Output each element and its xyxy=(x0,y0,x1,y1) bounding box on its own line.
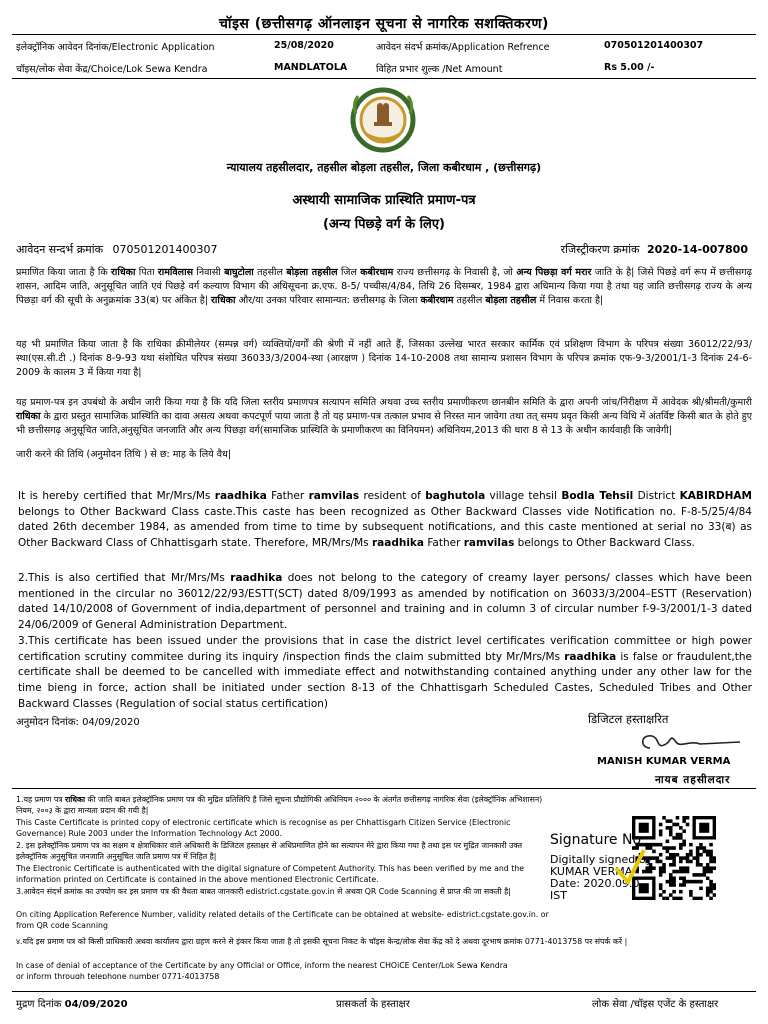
footer-note-4-en2: or inform through telephone number 0771-4013758 xyxy=(16,972,220,979)
certificate-subtitle: (अन्य पिछड़े वर्ग के लिए) xyxy=(322,217,445,232)
agent-signature: लोक सेवा /चॉइस एजेंट के हस्ताक्षर xyxy=(592,999,719,1010)
footer-note-4-en: In case of denial of acceptance of the Certificate by any Official or Office, inform the nearest CHOiCE Center/Lok Sewa Kendra xyxy=(16,961,508,970)
sig-line-1: Signature No xyxy=(550,832,642,848)
hindi-para-3: यह प्रमाण-पत्र इन उपबंधो के अधीन जारी किया गया है कि यदि जिला स्तरीय प्रमाणपत्र सत्यापन समिति अथवा उच्च स्तरीय प्रमाणीकरण छानबीन समिति के द्वारा अपनी जांच/निरीक्षण में आवेदक श्री/श्रीमती/कुमारी राधिका के द्वारा प्रस्तुत सामाजिक प्रास्थिति का दावा असत्य अथवा कपटपूर्ण पाया जाता है तो यह प्रमाण-पत्र तत्काल प्रभाव से निरस्त मान जावेगा तथा तत् समय प्रवृत किसी अन्य विधि में अंतर्विष्ट किसी बात के होते हुए भी छत्तीसगढ़ अनुसूचित जाति,अनुसूचित जनजाति और अन्य पिछड़ा वर्ग(सामाजिक प्रास्थिति के प्रमाणीकरण का विनियमन) अधिनियम,2013 की धारा 8 से 13 के अधीन कार्यवाही कि जावेगी| xyxy=(16,397,752,437)
registration-label: रजिस्ट्रीकरण क्रमांक xyxy=(560,243,640,256)
checkmark-icon xyxy=(610,842,650,894)
reference-value: 070501201400307 xyxy=(112,243,218,256)
operator-signature: प्रासकर्ता के हस्ताक्षर xyxy=(336,999,410,1010)
page-title: चॉइस (छत्तीसगढ़ ऑनलाइन सूचना से नागरिक सशक्तिकरण) xyxy=(219,16,549,32)
office-heading: न्यायालय तहसीलदार, तहसील बोड़ला तहसील, जिला कबीरधाम , (छत्तीसगढ़) xyxy=(226,161,542,174)
approval-date: अनुमोदन दिनांक: 04/09/2020 xyxy=(16,717,140,728)
footer-note-4: ४.यदि इस प्रमाण पत्र को किसी प्राधिकारी अथवा कार्यालय द्वारा ग्रहण करने से इंकार किया जाता है तो इसकी सूचना निकट के चॉइस केन्द्र/लोक सेवा केंद्र को दे अथवा दूरभाष क्रमांक 0771-4013758 पर संपर्क करें | xyxy=(16,937,628,946)
sig-line-3: KUMAR VERMA xyxy=(550,865,633,878)
signer-title: नायब तहसीलदार xyxy=(655,774,731,786)
english-para-3: 3.This certificate has been issued under the provisions that in case the district level certificates verification committee or high power certification scrutiny commitee during its inquiry /inspection finds the claim submitted bty Mr/Mrs/Ms raadhika is false or fraudulent,the certificate shall be deemed to be cancelled with immediate effect and notwithstanding contained anything under any other law for the time bieng in force, action shall be initiated under section 8-13 of the Chhattisgarh Scheduled Castes, Scheduled Tribes and Other Backward Classes (Regulation of social status certification) xyxy=(18,635,752,710)
amount-value: Rs 5.00 /- xyxy=(604,62,655,73)
kendra-label: चॉइस/लोक सेवा केंद्र/Choice/Lok Sewa Kendra xyxy=(16,64,208,75)
validity-line: जारी करने की तिथि (अनुमोदन तिथि ) से छ: माह के लिये वैध| xyxy=(16,449,232,460)
hindi-para-2: यह भी प्रमाणित किया जाता है कि राधिका क्रीमीलेयर (सम्पन्न वर्ग) व्यक्तियों/वर्गों की श्रेणी में नहीं आते हैं, जिसका उल्लेख भारत सरकार कार्मिक एवं प्रशिक्षण विभाग के परिपत्र संख्या 36012/22/93/स्था(एस.सी.टी .) दिनांक 8-9-93 यथा संशोधित परिपत्र संख्या 36033/3/2004-स्था (आरक्षण ) दिनांक 14-10-2008 तथा सामान्य प्रशासन विभाग के परिपत्र क्रमांक एफ-9-3/2001/1-3 दिनांक 24-6-2009 के कालम 3 में किया गया है| xyxy=(16,339,752,379)
sig-line-4: Date: 2020.09.0 xyxy=(550,877,640,890)
footer-note-1: 1.यह प्रमाण पत्र राधिका की जाति बाबत इलेक्ट्रॉनिक प्रमाण पत्र की मुद्रित प्रतिलिपि है जिसे सूचना प्रौद्योगिकी अधिनियम २००० के अंतर्गत छत्तीसगढ़ नागरिक सेवा (इलेक्ट्रॉनिक अभिशासन) नियम, २००३ के द्वारा मान्यता प्रदान की गयी है| xyxy=(16,795,543,816)
reference-line xyxy=(16,242,218,257)
app-date-label: इलेक्ट्रॉनिक आवेदन दिनांक/Electronic Application xyxy=(16,42,215,53)
registration-line xyxy=(561,242,748,257)
print-date: मुद्रण दिनांक 04/09/2020 xyxy=(16,999,128,1010)
app-ref-value: 070501201400307 xyxy=(604,40,704,51)
sig-line-2: Digitally signed by xyxy=(550,853,653,866)
reference-label: आवेदन सन्दर्भ क्रमांक xyxy=(16,243,104,256)
certificate-title: अस्थायी सामाजिक प्रास्थिति प्रमाण-पत्र xyxy=(292,193,476,208)
registration-value: 2020-14-007800 xyxy=(647,243,748,256)
app-date-value: 25/08/2020 xyxy=(274,40,334,51)
title-divider xyxy=(12,34,756,35)
signature-icon xyxy=(610,728,760,754)
digital-sign-label: डिजिटल हस्ताक्षरित xyxy=(588,712,669,726)
english-para-2: 2.This is also certified that Mr/Mrs/Ms raadhika does not belong to the category of creamy layer persons/ classes which have been mentioned in the circular no 36012/22/93/ESTT(SCT) dated 8/09/1993 as amended by notification on 36033/3/2004–ESTT (Reservation) dated 14/10/2008 of Government of india,department of personnel and training and in column 3 of circular number f-9-3/2001/1-3 dated 24/06/2009 of General Administration Department. xyxy=(18,572,752,632)
footer-note-1-en: This Caste Certificate is printed copy of electronic certificate which is recognise as per Chhattisgarh Citizen Service (Electronic Governance) Rule 2003 under the Information Technology Act 2000. xyxy=(16,818,511,839)
footer-note-3: 3.आवेदन संदर्भ क्रमांक का उपयोग कर इस प्रमाण पत्र की वैधता बाबत जानकारी edistrict.cgstate.gov.in से अथवा QR Code Scanning से प्राप्त की जा सकती है| xyxy=(16,887,511,896)
app-ref-label: आवेदन संदर्भ क्रमांक/Application Refrence xyxy=(376,42,550,53)
footer-note-3-en: On citing Application Reference Number, validity related details of the Certificate can be obtained at website- edistrict.cgstate.gov.in. or from QR code Scanning xyxy=(16,910,549,931)
signer-name: MANISH KUMAR VERMA xyxy=(597,756,731,767)
english-para-1: It is hereby certified that Mr/Mrs/Ms raadhika Father ramvilas resident of baghutola village tehsil Bodla Tehsil District KABIRDHAM belongs to Other Backward Class caste.This caste has been recognized as Other Backward Classes vide Notification no. F-8-5/25/4/84 dated 26th december 1984, as amended from time to time by subsequent notifications, and this caste mentioned at serial no 33(ब) as Other Backward Class of Chhattisgarh state. Therefore, MR/Mrs/Ms raadhika Father ramvilas belongs to Other Backward Class. xyxy=(18,490,753,550)
amount-label: विहित प्रभार शुल्क /Net Amount xyxy=(376,64,503,75)
header-divider xyxy=(12,78,756,79)
kendra-value: MANDLATOLA xyxy=(274,62,348,73)
bottom-divider xyxy=(12,991,756,992)
chhattisgarh-emblem-icon xyxy=(344,84,422,156)
sign-divider xyxy=(12,788,756,789)
footer-note-2: 2. इस इलेक्ट्रॉनिक प्रमाण पत्र का सक्षम व क्षेत्राधिकार वाले अधिकारी के डिजिटल हस्ताक्षर से अधिप्रमाणित होने का सत्यापन मेरे द्वारा किया गया है तथा इस पर मुद्रित जानकारी उक्त इलेक्ट्रॉनिक अनुसूचित जनजाति अनुसूचित जाति प्रमाण पत्र में निहित है| xyxy=(16,841,523,862)
sig-line-5: IST xyxy=(550,889,567,902)
footer-note-2-en: The Electronic Certificate is authenticated with the digital signature of Competent Authority. This has been verified by me and the information printed on Certificate is contained in the above mentioned Electronic Certificate. xyxy=(16,864,525,885)
hindi-para-1: प्रमाणित किया जाता है कि राधिका पिता रामविलास निवासी बाघुटोला तहसील बोड़ला तहसील जिल कबीरधाम राज्य छत्तीसगढ़ के निवासी है, जो अन्य पिछड़ा वर्ग मरार जाति के है| जिसे पिछड़े वर्ग रूप में छत्तीसगढ़ शासन, आदिम जाति, अनुसूचित जाति एवं पिछड़े वर्ग कल्याण विभाग की अधिसूचना क्र.एफ. 8-5/ पच्चीस/4/84, तिथि 26 दिसम्बर, 1984 द्वारा अधिमान्य किया गया है तथा यह जाति छत्तीसगढ़ राज्य के अन्य पिछड़ा वर्ग की सूची के अनुक्रमांक 33(ब) पर अंकित है| राधिका और/या उनका परिवार सामान्यत: छत्तीसगढ़ के जिला कबीरधाम तहसील बोड़ला तहसील में निवास करता है| xyxy=(16,267,752,307)
